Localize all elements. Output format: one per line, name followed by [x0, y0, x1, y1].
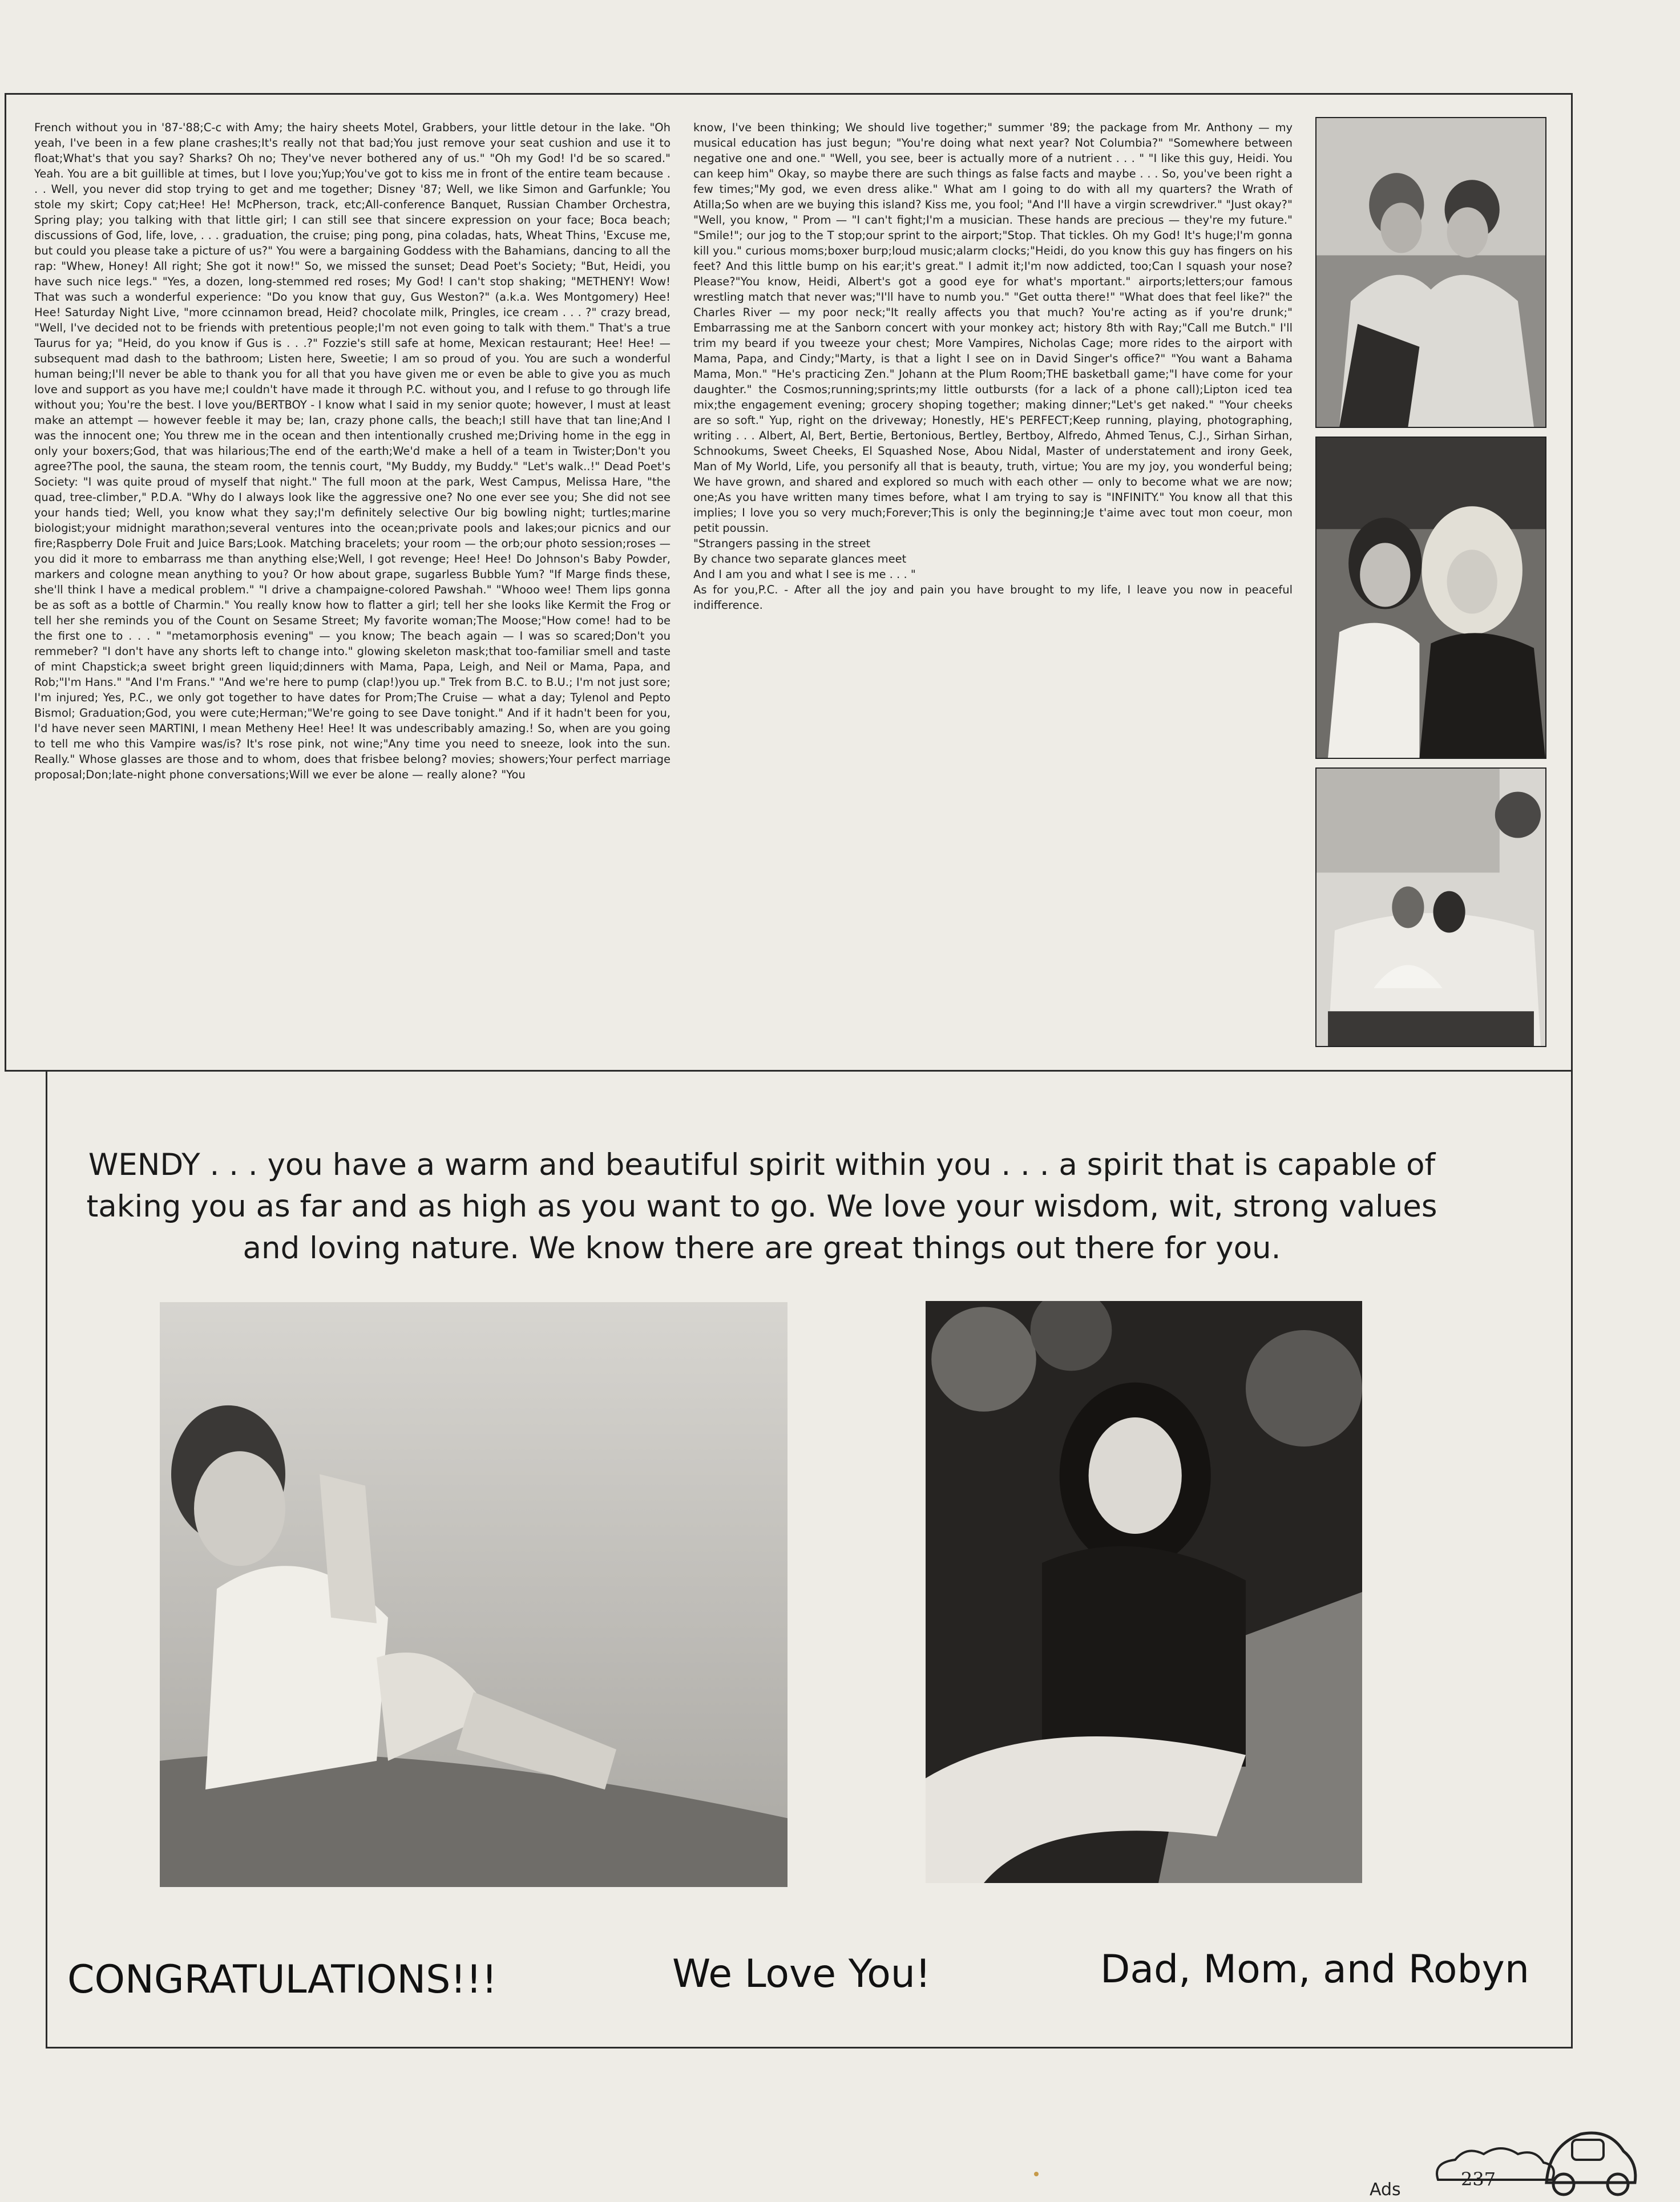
text-column-left: French without you in '87-'88;C-c with Amy; the hairy sheets Motel, Grabbers, your little detour in the lake. "Oh yeah, I've been in a few plane crashes;It's really not that bad;You just remove your seat cushion and use it to float;What's that you say? Sharks? Oh no; They've never bothered any of us." "Oh my God! I'd be so scared." Yeah. You are a bit guillible at times, but I love you;Yup;You've got to kiss me in front of the entire team because . . . Well, you never did stop trying to get and me together; Disney '87; Well, we like Simon and Garfunkle; You stole my skirt; Copy cat;Hee! He! McPherson, track, etc;All-conference Banquet, Russian Chamber Orchestra, Spring play; you talking with that little girl; I can still see that sincere expression on your face; Boca beach; discussions of God, life, love, . . . graduation, the cruise; ping pong, pina coladas, hats, Wheat Thins, 'Excuse me, but could you please take a picture of us?" You were a bargaining Goddess with the Bahamians, dancing to all the rap: "Whew, Honey! All right; She got it now!" So, we missed the sunset; Dead Poet's Society; "But, Heidi, you have such nice legs." "Yes, a dozen, long-stemmed red roses; My God! I can't stop shaking; "METHENY! Wow! That was such a wonderful experience: "Do you know that guy, Gus Weston?" (a.k.a. Wes Montgomery) Hee! Hee! Saturday Night Live, "more ccinnamon bread, Heid? chocolate milk, Pringles, ice cream . . . ?" crazy bread, "Well, I've decided not to be friends with pretentious people;I'm not even going to talk with them." That's a true Taurus for ya; "Heid, do you know if Gus is . . .?" Fozzie's still safe at home, Mexican restaurant; Hee! Hee! — subsequent mad dash to the bathroom; Listen here, Sweetie; I am so proud of you. You are such a wonderful human being;I'll never be able to thank you for all that you have given me or even be able to give you as much love and support as you have me;I couldn't have made it through P.C. without you, and I refuse to go through life without you; You're the best. I love you/BERTBOY - I know what I said in my senior quote; however, I must at least make an attempt — however feeble it may be; Ian, crazy phone calls, the beach;I still have that tan line;And I was the innocent one; You threw me in the ocean and then intentionally crushed me;Driving home in the egg in only your boxers;God, that was hilarious;The end of the earth;We'd make a hell of a team in Twister;Don't you agree?The pool, the sauna, the steam room, the tennis court, "My Buddy, my Buddy." "Let's walk..!" Dead Poet's Society: "I was quite proud of myself that night." The full moon at the park, West Campus, Melissa Hare, "the quad, tree-climber," P.D.A. "Why do I always look like the aggressive one? No one ever see you; She did not see your hands tied; Well, you know what they say;I'm definitely selective Our big bowling night; turtles;marine biologist;your midnight marathon;several ventures into the ocean;private pools and lakes;our picnics and our fire;Raspberry Dole Fruit and Juice Bars;Look. Matching bracelets; your room — the orb;our photo session;roses — you did it more to embarrass me than anything else;Well, I got revenge; Hee! Hee! Do Johnson's Baby Powder, markers and cologne mean anything to you? Or how about grape, sugarless Bubble Yum? "If Marge finds these, she'll think I have a medical problem." "I drive a champaigne-colored Pawshah." "Whooo wee! Them lips gonna be as soft as a bottle of Charmin." You really know how to flatter a girl; tell her she looks like Kermit the Frog or tell her she reminds you of the Count on Sesame Street; My favorite woman;The Moose;"How come! had to be the first one to . . . " "metamorphosis evening" — you know; The beach again — I was so scared;Don't you remmeber? "I don't have any shorts left to change into." glowing skeleton mask;that too-familiar smell and taste of mint Chapstick;a sweet bright green liquid;dinners with Mama, Papa, Leigh, and Neil or Mama, Papa, and Rob;"I'm Hans." "And I'm Frans." "And we're here to pump (clap!)you up." Trek from B.C. to B.U.; I'm not just sore; I'm injured; Yes, P.C., we only got together to have dates for Prom;The Cruise — what a day; Tylenol and Pepto Bismol; Graduation;God, you were cute;Herman;"We're going to see Dave tonight." And if it hadn't been for you, I'd have never seen MARTINI, I mean Metheny Hee! Hee! It was undescribably amazing.! So, when are you going to tell me who this Vampire was/is? It's rose pink, not wine;"Any time you need to sneeze, look into the sun. Really." Whose glasses are those and to whom, does that frisbee belong? movies; showers;Your perfect marriage proposal;Don;late-night phone conversations;Will we ever be alone — really alone? "You	[34, 121, 671, 781]
page-number: 237	[1461, 2168, 1496, 2190]
photo-girls-on-car	[1315, 767, 1546, 1047]
decorative-dot	[1034, 2172, 1039, 2176]
photo-wendy-portrait	[926, 1301, 1362, 1883]
family-signature: Dad, Mom, and Robyn	[1100, 1947, 1530, 1992]
congratulations-heading: CONGRATULATIONS!!!	[67, 1957, 498, 2002]
text-column-right: know, I've been thinking; We should live together;" summer '89; the package from Mr. Anthony — my musical education has just begun; "You're doing what next year? Not Columbia?" "Somewhere between negative one and one." "Well, you see, beer is actually more of a nutrient . . . " "I like this guy, Heidi. You can keep him" Okay, so maybe there are such things as false facts and maybe . . . So, you've been right a few times;"My god, we even dress alike." What am I going to do with all my quarters? the Wrath of Atilla;So when are we buying this island? Kiss me, you fool; "And I'll have a virgin screwdriver." "Just okay?" "Well, you know, " Prom — "I can't fight;I'm a musician. These hands are precious — they're my future." "Smile!"; our jog to the T stop;our sprint to the airport;"Stop. That tickles. Oh my God! It's huge;I'm gonna kill you." curious moms;boxer burp;loud music;alarm clocks;"Heidi, do you know this guy has fingers on his feet? And this little bump on his ear;it's great." I admit it;I'm now addicted, too;Can I squash your nose? Please?"You know, Heidi, Albert's got a good eye for what's mportant." airports;letters;our famous wrestling match that never was;"I'll have to numb you." "Get outta there!" "What does that feel like?" the Charles River — my poor neck;"It really affects you that much? You're acting as if you're drunk;" Embarrassing me at the Sanborn concert with your monkey act; history 8th with Ray;"Call me Butch." I'll trim my beard if you tweeze your chest; More Vampires, Nicholas Cage; more rides to the airport with Mama, Papa, and Cindy;"Marty, is that a light I see on in David Singer's office?" "You want a Bahama Mama, Mon." "He's practicing Zen." Johann at the Plum Room;THE basketball game;"I have come for your daughter." the Cosmos;running;sprints;my little outbursts (for a lack of a phone call);Lipton iced tea mix;the engagement evening; grocery shoping together; making dinner;"Let's get naked." "Your cheeks are so soft." Yup, right on the driveway; Honestly, HE's PERFECT;Keep running, playing, photographing, writing . . . Albert, Al, Bert, Bertie, Bertonious, Bertley, Bertboy, Alfredo, Ahmed Tenus, C.J., Sirhan Sirhan, Schnookums, Sweet Cheeks, El Squashed Nose, Abou Nidal, Master of understatement and irony Geek, Man of My World, Life, you personify all that is beauty, truth, virtue; You are my joy, you wonderful being; We have grown, and shared and explored so much with each other — only to become what we are now; one;As you have written many times before, what I am trying to say is "INFINITY." You know all that this implies; I love you so very much;Forever;This is only the beginning;Je t'aime avec tout mon coeur, mon petit poussin. "Strangers passing in the street By chance two separate glances meet And I am you and what I see is me . . . " As for you,P.C. - After all the joy and pain you have brought to my life, I leave you now in peaceful indifference.	[693, 121, 1293, 612]
photo-baby-on-beach	[160, 1302, 788, 1887]
beetle-car-icon	[1427, 2100, 1643, 2200]
we-love-you-text: We Love You!	[672, 1952, 931, 1997]
message-text: WENDY . . . you have a warm and beautiful spirit within you . . . a spirit that is capable of taking you as far and as high as you want to go. We love your wisdom, wit, strong values and loving nature. We know there are great things out there for you.	[86, 1148, 1437, 1266]
photo-couple-hugging	[1315, 117, 1546, 428]
footer-section-label: Ads	[1370, 2180, 1401, 2200]
photo-two-girls	[1315, 437, 1546, 759]
